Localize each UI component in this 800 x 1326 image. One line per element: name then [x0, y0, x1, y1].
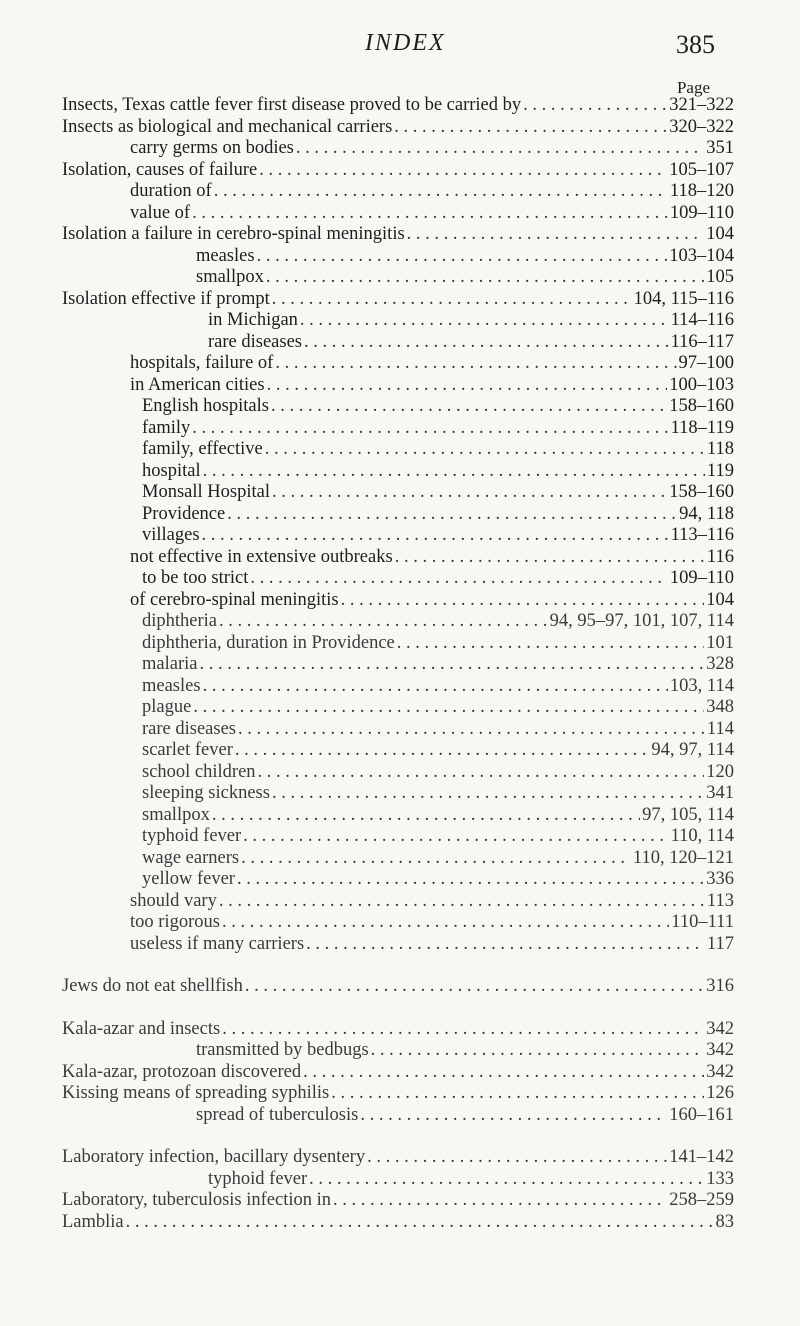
index-entry: too rigorous . . . 110–111 — [62, 912, 734, 934]
index-entry: useless if many carriers . . . 117 — [62, 934, 734, 956]
page-header — [0, 30, 800, 64]
index-entry: Isolation a failure in cerebro-spinal meningitis . . . 104 — [62, 224, 734, 246]
index-entry: to be too strict . . . 109–110 — [62, 568, 734, 590]
index-entry: Laboratory, tuberculosis infection in . . . 258–259 — [62, 1190, 734, 1212]
index-entry: smallpox . . . 105 — [62, 267, 734, 289]
index-entry: sleeping sickness . . . 341 — [62, 783, 734, 805]
section-gap — [62, 998, 734, 1019]
index-entry: typhoid fever . . . 133 — [62, 1169, 734, 1191]
index-entry: value of . . . 109–110 — [62, 203, 734, 225]
index-entry: diphtheria, duration in Providence . . . 101 — [62, 633, 734, 655]
page-number: 385 — [676, 30, 715, 59]
index-entry: Kala-azar, protozoan discovered . . . 342 — [62, 1062, 734, 1084]
index-entry: school children . . . 120 — [62, 762, 734, 784]
index-entry: typhoid fever . . . 110, 114 — [62, 826, 734, 848]
index-entry: measles . . . 103–104 — [62, 246, 734, 268]
index-entry: Insects as biological and mechanical carriers . . . 320–322 — [62, 117, 734, 139]
index-entry: in American cities . . . 100–103 — [62, 375, 734, 397]
running-head: INDEX — [365, 30, 446, 56]
index-entry: Kala-azar and insects . . . 342 — [62, 1019, 734, 1041]
index-entry: family . . . 118–119 — [62, 418, 734, 440]
index-entry: spread of tuberculosis . . . 160–161 — [62, 1105, 734, 1127]
index-entry: not effective in extensive outbreaks . . . 116 — [62, 547, 734, 569]
index-entries — [62, 95, 734, 1233]
index-entry: measles . . . 103, 114 — [62, 676, 734, 698]
index-entry: diphtheria . . . 94, 95–97, 101, 107, 114 — [62, 611, 734, 633]
index-entry: English hospitals . . . 158–160 — [62, 396, 734, 418]
section-gap — [62, 955, 734, 976]
index-entry: Kissing means of spreading syphilis . . . 126 — [62, 1083, 734, 1105]
index-entry: Providence . . . 94, 118 — [62, 504, 734, 526]
index-entry: Isolation effective if prompt . . . 104, 115–116 — [62, 289, 734, 311]
index-entry: malaria . . . 328 — [62, 654, 734, 676]
index-entry: should vary . . . 113 — [62, 891, 734, 913]
index-entry: hospital . . . 119 — [62, 461, 734, 483]
index-entry: duration of . . . 118–120 — [62, 181, 734, 203]
index-entry: Lamblia . . . 83 — [62, 1212, 734, 1234]
index-entry: yellow fever . . . 336 — [62, 869, 734, 891]
index-entry: villages . . . 113–116 — [62, 525, 734, 547]
index-entry: family, effective . . . 118 — [62, 439, 734, 461]
index-entry: in Michigan . . . 114–116 — [62, 310, 734, 332]
index-entry: Jews do not eat shellfish . . . 316 — [62, 976, 734, 998]
index-entry: Isolation, causes of failure . . . 105–107 — [62, 160, 734, 182]
index-entry: Laboratory infection, bacillary dysentery . . . 141–142 — [62, 1147, 734, 1169]
index-entry: Insects, Texas cattle fever first disease proved to be carried by . . . 321–322 — [62, 95, 734, 117]
index-entry: transmitted by bedbugs . . . 342 — [62, 1040, 734, 1062]
index-entry: hospitals, failure of . . . 97–100 — [62, 353, 734, 375]
index-entry: Monsall Hospital . . . 158–160 — [62, 482, 734, 504]
index-entry: scarlet fever . . . 94, 97, 114 — [62, 740, 734, 762]
index-entry: rare diseases . . . 116–117 — [62, 332, 734, 354]
section-gap — [62, 1126, 734, 1147]
index-entry: smallpox . . . 97, 105, 114 — [62, 805, 734, 827]
index-entry: of cerebro-spinal meningitis . . . 104 — [62, 590, 734, 612]
index-entry: wage earners . . . 110, 120–121 — [62, 848, 734, 870]
index-entry: rare diseases . . . 114 — [62, 719, 734, 741]
index-entry: plague . . . 348 — [62, 697, 734, 719]
index-entry: carry germs on bodies . . . 351 — [62, 138, 734, 160]
page-column-label: Page — [676, 78, 710, 97]
